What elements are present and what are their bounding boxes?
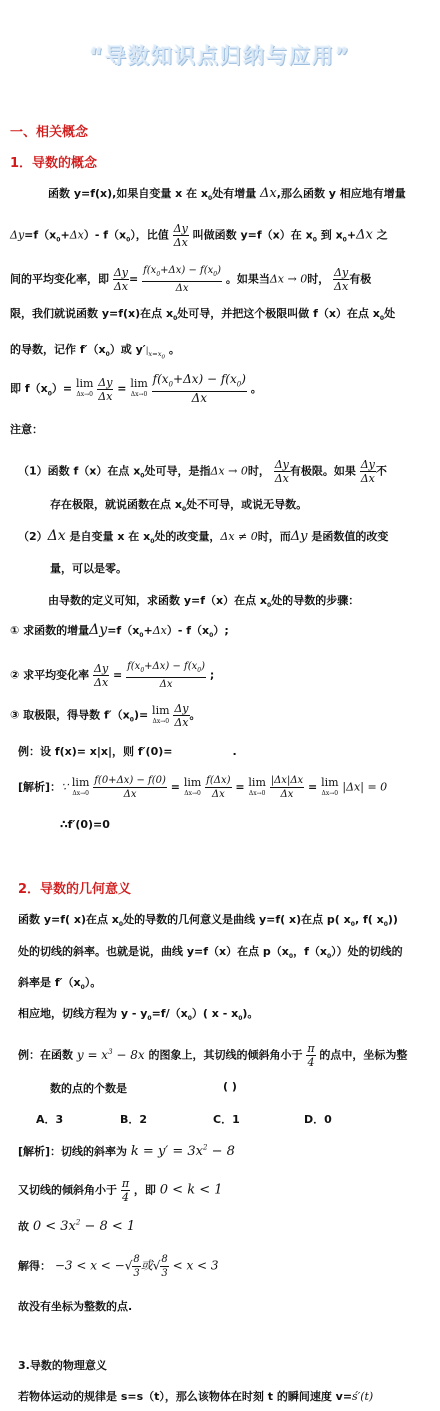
delta-x: Δx	[69, 228, 84, 242]
text: 函数 y=f( x)在点 x	[18, 913, 119, 926]
text: 处的导数的步骤：	[271, 594, 360, 607]
text: 处	[384, 307, 396, 320]
geometric-line3: 斜率是 $f'(x_0)$。	[18, 976, 102, 992]
text: ,那么函数 y 相应地有增量	[276, 187, 406, 200]
fraction-8-3: $\frac{8}{3}$	[133, 1254, 140, 1279]
fraction: $\frac{f(\Delta x)}{\Delta x}$	[206, 775, 231, 800]
text: 间的平均变化率，即	[10, 272, 109, 286]
document-title: “导数知识点归纳与应用”	[89, 44, 351, 68]
text: ）或 y′	[109, 343, 146, 356]
text: 处的导数的几何意义是曲线 y=f( x)在点 p( x	[123, 913, 351, 926]
example-1	[18, 743, 237, 759]
solution-1-result: ∴f′(0)=0	[60, 818, 110, 831]
solution-2-range: 解得： −3 < x < −√ $\frac{8}{3}$ 或√ $\frac{8}{3}$ < x < 3	[18, 1254, 219, 1279]
note-label: 注意：	[10, 423, 43, 436]
fraction: $\frac{f(0+\Delta x) - f(0)}{\Delta x}$	[94, 775, 166, 800]
text: ）( x - x	[191, 1007, 239, 1020]
para-definition-line1: 函数 y=f(x),如果自变量 x 在 $x_0$处有增量 Δx,那么函数 y 相应地有增量	[48, 186, 406, 203]
ratio-dy-dx: $\frac{\Delta y}{\Delta x}$	[98, 375, 113, 403]
text: 到 x	[320, 228, 343, 242]
subsection-geometric-meaning: 2．导数的几何意义	[18, 882, 132, 897]
lim-symbol: lim Δx→0	[152, 703, 170, 725]
text: 数的点的个数是	[50, 1082, 127, 1095]
text: .	[232, 745, 237, 758]
difference-quotient: $\frac{f(x_0+\Delta x) - f(x_0)}{\Delta x}$	[127, 661, 205, 690]
text: ）;	[213, 624, 229, 637]
text: 限，我们就说函数 y=f(x)在点 x	[10, 307, 174, 320]
text: 处的切线的斜率。也就是说，曲线 y=f（x）在点 p（x	[18, 945, 289, 958]
text: 的点中，坐标为整	[319, 1048, 408, 1062]
text: [解析]：	[18, 780, 62, 794]
text: 时，	[307, 272, 330, 286]
ratio-dy-dx: $\frac{\Delta y}{\Delta x}$	[334, 266, 349, 293]
text: ））处的切线的	[331, 945, 403, 958]
text: 是自变量 x 在 x	[69, 530, 151, 543]
option-a: A．3	[36, 1113, 64, 1126]
subsection-derivative-concept: 1．导数的概念	[10, 156, 98, 171]
text: 若物体运动的规律是 s=s（t），那么该物体在时刻 t 的瞬间速度 v=	[18, 1390, 353, 1403]
para-definition-line2: $\Delta y=f(x_0+\Delta x)-$ $f(x_0)$，比值 $\frac{\Delta y}{\Delta x}$ 叫做函数 y=f（x）在 $x_0$ 到 $x_0+\Delta x$ 之	[10, 222, 388, 249]
text: [解析]：切线的斜率为	[18, 1145, 128, 1158]
text: )。	[242, 1007, 259, 1020]
text: 由导数的定义可知，求函数 y=f（x）在点 x	[48, 594, 268, 607]
text: 有极限。如果	[289, 464, 356, 478]
text: 故	[18, 1220, 29, 1233]
text: =f（x	[107, 624, 140, 637]
text: 不	[375, 464, 387, 478]
note-2-line2: 量，可以是零。	[50, 562, 127, 575]
text: 即 f（x	[10, 382, 48, 396]
tangent-equation: 相应地，切线方程为 $y - y_0=f/(x_0)$( x - $x_0$)。	[18, 1007, 259, 1023]
limit-definition: 即 $f(x_0)=$ lim Δx→0 $\frac{\Delta y}{\Delta x}$ = lim Δx→0 $\frac{f(x_0+\Delta x) - f(x_0)}{\Delta x}$ 。	[10, 372, 262, 406]
text: ③ 取极限，得导数 f′（x	[10, 708, 130, 722]
para-definition-line4: 限，我们就说函数 y=f(x)在点 $x_0$处可导，并把这个极限叫做 f（x）在点 $x_0$处	[10, 307, 396, 323]
text: 处可导，并把这个极限叫做 f（x）在点 x	[177, 307, 380, 320]
text: =f（x	[24, 228, 57, 242]
text: 函数 y=f(x),如果自变量 x 在 x	[48, 187, 209, 200]
note-1-line1: （1）函数 f（x）在点 $x_0$处可导，是指Δx → 0时， $\frac{\Delta y}{\Delta x}$ 有极限。如果 $\frac{\Delta y}{\Delta x}$ 不	[18, 458, 387, 485]
text: 斜率是 f′（x	[18, 976, 81, 989]
delta-y: Δy	[10, 228, 25, 242]
difference-quotient: $\frac{f(x_0+\Delta x) - f(x_0)}{\Delta x}$	[143, 265, 221, 294]
section-heading-concepts: 一、相关概念	[10, 125, 89, 140]
text: 时，而	[257, 530, 291, 543]
text: =f/（x	[151, 1007, 188, 1020]
ratio-dy-dx: $\frac{\Delta y}{\Delta x}$	[173, 222, 188, 249]
text: ，即	[133, 1183, 156, 1197]
ratio-dy-dx: $\frac{\Delta y}{\Delta x}$	[274, 458, 289, 485]
example-2-line1: 例：在函数 $y = x^3 - 8x$ 的图象上，其切线的倾斜角小于 $\frac{\pi}{4}$ 的点中，坐标为整	[18, 1042, 408, 1069]
solution-2-inequality: 故 $0 < 3x^2 - 8 < 1$	[18, 1218, 136, 1234]
text: +	[60, 228, 70, 242]
text: 处有增量	[212, 187, 257, 200]
text: 例：设 f(x)= x|x|，则 f′(0)=	[18, 745, 173, 758]
text: 例：在函数	[18, 1048, 73, 1062]
geometric-line2: 处的切线的斜率。也就是说，曲线 y=f（x）在点 $p(x_0$，$f(x_0)$）处的切线的	[18, 945, 403, 961]
ratio-dy-dx: $\frac{\Delta y}{\Delta x}$	[94, 662, 109, 689]
text: ，f（x	[293, 945, 327, 958]
text: 相应地，切线方程为 y - y	[18, 1007, 148, 1020]
text: ）。	[84, 976, 102, 989]
text: 存在极限，就说函数在点 x	[50, 498, 182, 511]
text: ;	[209, 668, 215, 682]
text: （2）	[18, 530, 48, 543]
physical-meaning-text	[18, 1388, 373, 1404]
text: （1）函数 f（x）在点 x	[18, 464, 141, 478]
text: 叫做函数 y=f（x）在 x	[192, 228, 313, 242]
text: ）- f（x	[166, 624, 210, 637]
lim-symbol: lim Δx→0	[248, 775, 266, 797]
text: 之	[376, 228, 388, 242]
lim-symbol: lim Δx→0	[75, 377, 94, 399]
option-d: D．0	[304, 1113, 332, 1126]
ratio-dy-dx: $\frac{\Delta y}{\Delta x}$	[360, 458, 375, 485]
para-definition-line5: 的导数，记作 $f'(x_0)$或 $y'|_{x=x_0}$ 。	[10, 343, 180, 360]
velocity-expression: ś′(t)	[352, 1390, 374, 1403]
text: ）=	[51, 382, 73, 396]
lim-symbol: lim Δx→0	[321, 775, 339, 797]
delta-x: Δx	[260, 186, 277, 201]
lim-symbol: lim Δx→0	[183, 775, 202, 797]
difference-quotient: $\frac{f(x_0+\Delta x) - f(x_0)}{\Delta x}$	[152, 372, 246, 406]
text: 的导数，记作 f′（x	[10, 343, 106, 356]
text: 。如果当	[225, 272, 270, 286]
option-c: C．1	[213, 1113, 240, 1126]
fraction-pi-4: $\frac{\pi}{4}$	[121, 1177, 130, 1204]
steps-intro: 由导数的定义可知，求函数 y=f（x）在点 $x_0$处的导数的步骤：	[48, 594, 360, 610]
para-definition-line3: 间的平均变化率，即 $\frac{\Delta y}{\Delta x}$ = $\frac{f(x_0+\Delta x) - f(x_0)}{\Delta x}$ 。如果当Δx → 0时， $\frac{\Delta y}{\Delta x}$ 有极	[10, 265, 372, 294]
note-1-line2: 存在极限，就说函数在点 $x_0$处不可导，或说无导数。	[50, 498, 308, 514]
text: ② 求平均变化率	[10, 668, 90, 682]
text: ① 求函数的增量	[10, 624, 90, 637]
solution-1-formula: [解析]：∵ lim Δx→0 $\frac{f(0+\Delta x) - f(0)}{\Delta x}$ = lim Δx→0 $\frac{f(\Delta x)}{\Delta x}$ = lim Δx→0 $\frac{|\Delta x|\Delta x}{\Delta x}$ = lim Δx→0 |Δx| = 0	[18, 775, 388, 800]
text: 处可导，是指	[144, 464, 211, 478]
text: 解得：	[18, 1259, 51, 1273]
step-3: ③ 取极限，得导数 $f'(x_0)=$ lim Δx→0 $\frac{\Delta y}{\Delta x}$ 。	[10, 702, 201, 729]
text: 的图象上，其切线的倾斜角小于	[148, 1048, 303, 1062]
lim-symbol: lim Δx→0	[130, 377, 148, 399]
text: 处不可导，或说无导数。	[186, 498, 308, 511]
text: , f( x	[354, 913, 384, 926]
fraction-pi-4: $\frac{\pi}{4}$	[307, 1042, 315, 1069]
example-2-line2	[50, 1080, 127, 1096]
solution-2-angle: 又切线的倾斜角小于 $\frac{\pi}{4}$ ，即 0 < k < 1	[18, 1177, 223, 1204]
fraction-8-3: $\frac{8}{3}$	[161, 1254, 168, 1279]
solution-2-slope: [解析]：切线的斜率为 $k = y' = 3x^2 - 8$	[18, 1143, 235, 1159]
text: ）- f（x	[83, 228, 127, 242]
subsection-physical-meaning: 3.导数的物理意义	[18, 1359, 107, 1372]
answer-blank: ( )	[223, 1080, 237, 1093]
text: 是函数值的改变	[311, 530, 389, 543]
geometric-line1: 函数 y=f( x)在点 $x_0$处的导数的几何意义是曲线 y=f( x)在点 p( $x_0$, f( $x_0$))	[18, 913, 398, 929]
option-b: B．2	[120, 1113, 148, 1126]
ratio-dy-dx: $\frac{\Delta y}{\Delta x}$	[113, 266, 129, 293]
text: 有极	[349, 272, 372, 286]
lim-symbol: lim Δx→0	[71, 775, 90, 797]
text: ))	[387, 913, 398, 926]
step-2: ② 求平均变化率 $\frac{\Delta y}{\Delta x}$ = $\frac{f(x_0+\Delta x) - f(x_0)}{\Delta x}$ ;	[10, 661, 215, 690]
text: +	[143, 624, 153, 637]
text: 时，	[247, 464, 270, 478]
step-1: ① 求函数的增量$\Delta y=f(x_0+\Delta x)-$ $f(x_0)$;	[10, 622, 229, 640]
text: )=	[133, 708, 149, 722]
ratio-dy-dx: $\frac{\Delta y}{\Delta x}$	[174, 702, 189, 729]
text: 又切线的倾斜角小于	[18, 1183, 117, 1197]
solution-2-conclusion: 故没有坐标为整数的点.	[18, 1300, 133, 1313]
note-2-line1: （2）Δx 是自变量 x 在 $x_0$处的改变量，Δx ≠ 0时，而Δy 是函数值的改变	[18, 528, 389, 546]
text: ），比值	[130, 228, 169, 242]
fraction: $\frac{|\Delta x|\Delta x}{\Delta x}$	[270, 775, 304, 800]
text: 处的改变量，	[154, 530, 221, 543]
